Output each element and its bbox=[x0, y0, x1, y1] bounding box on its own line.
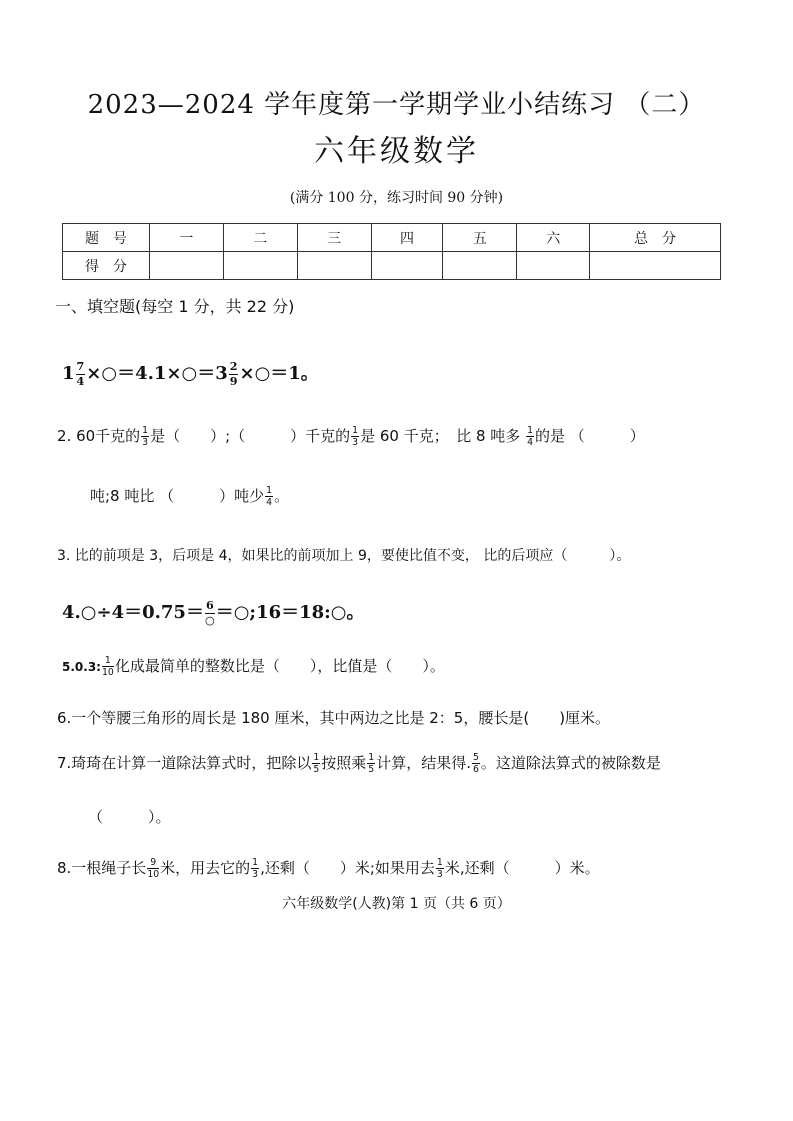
score-header-cell: 五 bbox=[443, 224, 517, 252]
score-cell[interactable] bbox=[223, 252, 297, 280]
score-header-cell: 六 bbox=[517, 224, 590, 252]
score-table-header-row bbox=[63, 224, 721, 252]
fraction-denominator: 5 bbox=[368, 764, 375, 775]
q7-text-b: 按照乘 bbox=[321, 754, 367, 772]
q2-line2-text: 吨;8 吨比 （ ）吨少 bbox=[90, 487, 265, 505]
fraction-denominator: 10 bbox=[147, 869, 160, 880]
fraction-numerator: 1 bbox=[266, 484, 273, 496]
fraction-numerator: 1 bbox=[436, 856, 443, 868]
q2-text-a: 2. 60千克的 bbox=[57, 427, 141, 445]
q8-fraction-3 bbox=[436, 858, 444, 880]
question-8 bbox=[57, 857, 600, 879]
q8-fraction-1 bbox=[147, 858, 159, 880]
question-2 bbox=[57, 425, 645, 447]
score-header-cell: 四 bbox=[371, 224, 443, 252]
fraction-denominator: 3 bbox=[436, 869, 443, 880]
fraction-numerator: 1 bbox=[252, 856, 259, 868]
fraction-denominator: 3 bbox=[352, 437, 359, 448]
exam-subject: 六年级数学 bbox=[314, 134, 479, 169]
score-cell[interactable] bbox=[590, 252, 721, 280]
q8-fraction-2 bbox=[251, 858, 259, 880]
fraction-denominator: ○ bbox=[204, 613, 215, 627]
score-header-cell: 总 分 bbox=[590, 224, 721, 252]
q8-text-d: 米,还剩（ ）米。 bbox=[444, 859, 600, 877]
fraction-denominator: 4 bbox=[527, 437, 533, 448]
score-cell[interactable] bbox=[443, 252, 517, 280]
question-4 bbox=[62, 598, 365, 626]
fraction-numerator: 1 bbox=[102, 656, 114, 667]
fraction-numerator: 1 bbox=[142, 424, 149, 436]
q2-fraction-3 bbox=[526, 426, 534, 448]
q1-text-b: ×○＝4.1×○＝3 bbox=[86, 363, 228, 384]
q8-text-c: ,还剩（ ）米;如果用去 bbox=[260, 859, 435, 877]
score-row-label: 得 分 bbox=[63, 252, 150, 280]
q1-text-a: 1 bbox=[62, 363, 75, 384]
question-3: 3. 比的前项是 3，后项是 4，如果比的前项加上 9，要使比值不变， 比的后项应（ ）。 bbox=[57, 548, 631, 564]
page-footer: 六年级数学(人教)第 1 页（共 6 页） bbox=[282, 896, 511, 912]
score-cell[interactable] bbox=[297, 252, 371, 280]
q7-text-d: 。这道除法算式的被除数是 bbox=[480, 754, 661, 772]
q2-line2-end: 。 bbox=[274, 487, 290, 505]
question-7 bbox=[57, 752, 661, 774]
q1-fraction-2 bbox=[229, 361, 239, 386]
fraction-denominator: 4 bbox=[266, 497, 273, 508]
fraction-numerator: 7 bbox=[76, 360, 85, 374]
exam-title: 2023—2024 学年度第一学期学业小结练习 （二） bbox=[87, 90, 706, 120]
question-2-line-2 bbox=[90, 485, 289, 507]
fraction-denominator: 10 bbox=[101, 667, 114, 678]
fraction-numerator: 1 bbox=[352, 424, 359, 436]
score-header-cell: 一 bbox=[149, 224, 223, 252]
q4-text-b: ＝○;16＝18:○。 bbox=[215, 602, 365, 623]
fraction-numerator: 1 bbox=[368, 751, 375, 763]
q8-text-a: 8.一根绳子长 bbox=[57, 859, 147, 877]
fraction-numerator: 2 bbox=[229, 360, 238, 374]
q2-fraction-2 bbox=[351, 426, 359, 448]
q1-fraction-1 bbox=[76, 361, 86, 386]
section-1-title: 一、填空题(每空 1 分，共 22 分) bbox=[55, 297, 295, 316]
q4-fraction bbox=[205, 600, 215, 625]
score-table-score-row bbox=[63, 252, 721, 280]
q2-fraction-1 bbox=[141, 426, 149, 448]
q5-fraction bbox=[102, 656, 114, 678]
q1-text-c: ×○＝1。 bbox=[239, 363, 319, 384]
q7-fraction-1 bbox=[312, 753, 320, 775]
q5-text-b: 化成最简单的整数比是（ ），比值是（ ）。 bbox=[114, 657, 445, 675]
fraction-numerator: 1 bbox=[313, 751, 320, 763]
q2-text-d: 的是 （ ） bbox=[534, 427, 645, 445]
score-cell[interactable] bbox=[149, 252, 223, 280]
fraction-numerator: 5 bbox=[472, 751, 479, 763]
score-table bbox=[62, 223, 721, 280]
score-header-cell: 三 bbox=[297, 224, 371, 252]
q7-text-c: 计算，结果得. bbox=[376, 754, 471, 772]
fraction-denominator: 9 bbox=[229, 374, 238, 388]
fraction-denominator: 4 bbox=[76, 374, 85, 388]
fraction-numerator: 6 bbox=[205, 599, 214, 613]
fraction-denominator: 5 bbox=[313, 764, 320, 775]
score-header-cell: 题 号 bbox=[63, 224, 150, 252]
q7-fraction-2 bbox=[367, 753, 375, 775]
fraction-denominator: 6 bbox=[472, 764, 479, 775]
score-cell[interactable] bbox=[517, 252, 590, 280]
question-5 bbox=[62, 655, 445, 677]
fraction-numerator: 9 bbox=[147, 858, 159, 869]
q2-text-c: 是 60 千克； 比 8 吨多 bbox=[360, 427, 526, 445]
q4-text-a: 4.○÷4＝0.75＝ bbox=[62, 602, 204, 623]
q7-text-a: 7.琦琦在计算一道除法算式时，把除以 bbox=[57, 754, 312, 772]
q2-text-b: 是（ ）;（ ）千克的 bbox=[150, 427, 351, 445]
score-header-cell: 二 bbox=[223, 224, 297, 252]
q7-fraction-3 bbox=[472, 753, 480, 775]
question-7-line-2: （ ）。 bbox=[88, 808, 171, 826]
fraction-numerator: 1 bbox=[527, 424, 533, 436]
question-1 bbox=[62, 359, 319, 387]
fraction-denominator: 3 bbox=[252, 869, 259, 880]
exam-note: (满分 100 分，练习时间 90 分钟) bbox=[289, 190, 504, 206]
q5-text-a: 5.0.3: bbox=[62, 660, 101, 674]
question-6: 6.一个等腰三角形的周长是 180 厘米，其中两边之比是 2：5，腰长是( )厘米。 bbox=[57, 709, 611, 727]
score-cell[interactable] bbox=[371, 252, 443, 280]
q2-fraction-4 bbox=[265, 486, 273, 508]
q8-text-b: 米，用去它的 bbox=[160, 859, 251, 877]
fraction-denominator: 3 bbox=[142, 437, 149, 448]
